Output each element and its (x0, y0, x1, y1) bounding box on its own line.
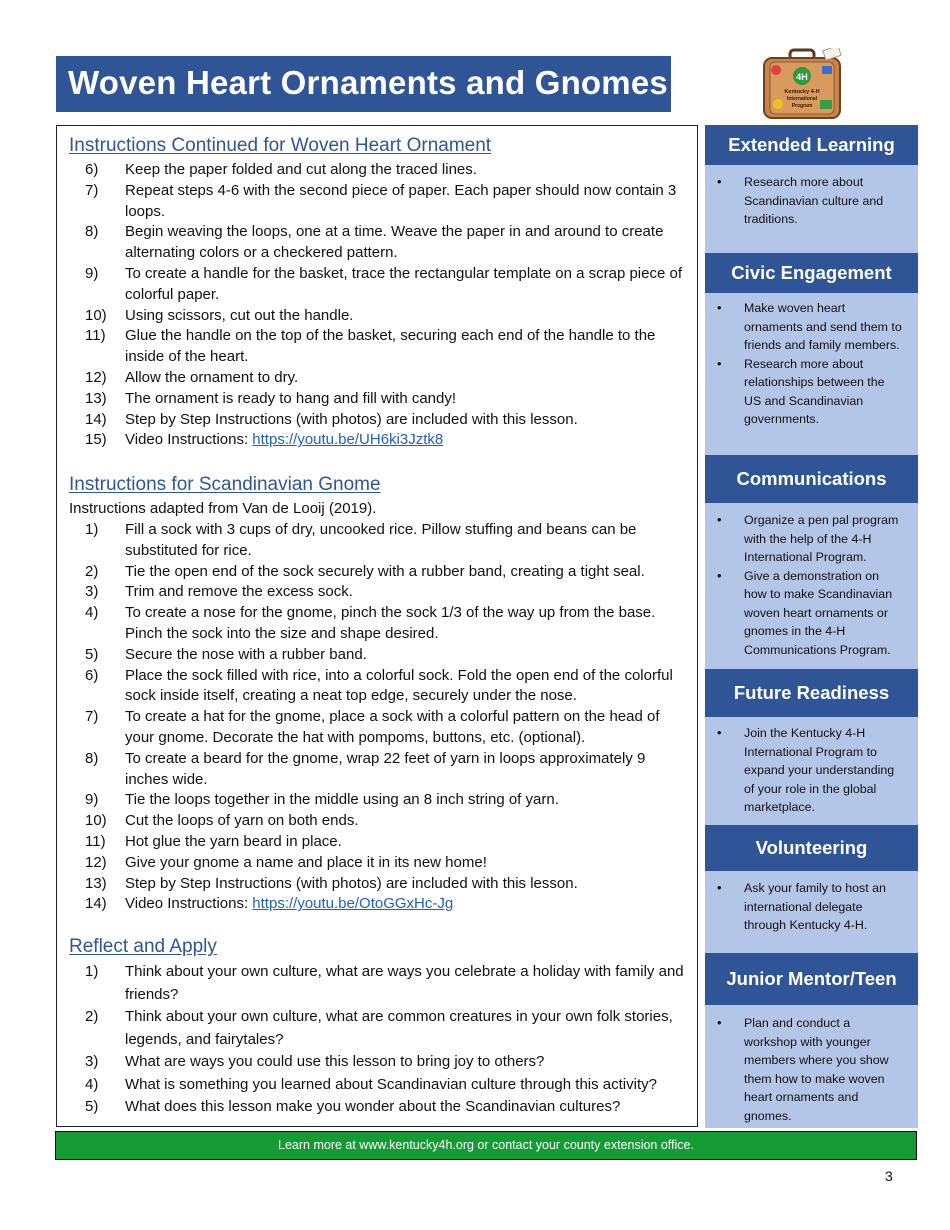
list-item (69, 368, 687, 389)
step-number: 2) (85, 1008, 99, 1026)
step-number: 14) (85, 410, 107, 428)
list-item (69, 520, 687, 562)
step-number: 5) (85, 645, 99, 663)
step-number: 10) (85, 812, 107, 830)
badge-line-1: Kentucky 4-H (784, 89, 820, 95)
list-item (69, 306, 687, 327)
list-item (69, 790, 687, 811)
sidebar-heading: Civic Engagement (705, 253, 918, 293)
step-number: 4) (85, 1075, 99, 1093)
step-text: To create a nose for the gnome, pinch the sock 1/3 of the way up from the base. Pinch the sock into the size and shape desired. (125, 604, 656, 642)
sidebar-list (705, 1005, 918, 1128)
step-number: 4) (85, 604, 99, 622)
page-number: 3 (885, 1168, 893, 1184)
step-text: Allow the ornament to dry. (125, 368, 299, 386)
list-item (69, 1074, 687, 1097)
clover-text: 4H (796, 72, 808, 82)
gnome-video-step (69, 894, 687, 915)
sidebar-list (705, 293, 918, 455)
page-title: Woven Heart Ornaments and Gnomes (68, 64, 668, 101)
heart-video-list (69, 430, 687, 451)
step-text: Step by Step Instructions (with photos) are included with this lesson. (125, 874, 578, 892)
sidebar-list-item: • Research more about Scandinavian culture and traditions. (705, 173, 918, 229)
list-item (69, 1051, 687, 1074)
step-text: Using scissors, cut out the handle. (125, 306, 354, 324)
list-item (69, 582, 687, 603)
step-number: 8) (85, 749, 99, 767)
list-item (69, 832, 687, 853)
sidebar-list-item: • Ask your family to host an international delegate through Kentucky 4-H. (705, 879, 918, 935)
list-item (69, 1006, 687, 1051)
heart-video-step (69, 430, 687, 451)
step-number: 6) (85, 161, 99, 178)
sidebar-list-item: • Join the Kentucky 4-H International Program to expand your understanding of your role in the global marketplace. (705, 724, 918, 817)
sidebar-list-item: • Organize a pen pal program with the help of the 4-H International Program. (705, 511, 918, 567)
step-number: 10) (85, 306, 107, 324)
list-item (69, 666, 687, 708)
step-text: Glue the handle on the top of the basket, securing each end of the handle to the inside of the heart. (125, 327, 656, 366)
step-number: 8) (85, 223, 99, 241)
list-item (69, 389, 687, 410)
step-number: 7) (85, 181, 99, 199)
sidebar-list-item: • Plan and conduct a workshop with younger members where you show them how to make woven heart ornaments and gnomes. (705, 1014, 918, 1125)
badge-line-2: International (786, 96, 818, 102)
list-item (69, 264, 687, 306)
step-text: Secure the nose with a rubber band. (125, 645, 367, 663)
list-item (69, 410, 687, 431)
step-number: 2) (85, 562, 99, 580)
step-number: 13) (85, 874, 107, 892)
step-number: 6) (85, 666, 99, 684)
gnome-video-link[interactable]: https://youtu.be/OtoGGxHc-Jg (252, 895, 454, 913)
step-number: 12) (85, 368, 107, 386)
step-number: 1) (85, 963, 99, 981)
step-number: 9) (85, 791, 99, 809)
step-text: Think about your own culture, what are common creatures in your own folk stories, legends, and fairytales? (125, 1008, 673, 1048)
sidebar-heading: Extended Learning (705, 125, 918, 165)
step-text: Begin weaving the loops, one at a time. Weave the paper in and around to create alternating colors or a checkered pattern. (125, 223, 664, 262)
suitcase-logo (760, 48, 844, 122)
step-text: Repeat steps 4-6 with the second piece of paper. Each paper should now contain 3 loops. (125, 181, 677, 220)
footer-text: Learn more at www.kentucky4h.org or contact your county extension office. (278, 1138, 694, 1152)
sidebar-list (705, 503, 918, 669)
step-number: 14) (85, 895, 107, 913)
instructions-panel (56, 125, 698, 1127)
step-text: What is something you learned about Scandinavian culture through this activity? (125, 1075, 657, 1093)
sidebar-heading: Junior Mentor/Teen (705, 953, 918, 1005)
step-text: Hot glue the yarn beard in place. (125, 832, 342, 850)
step-number: 11) (85, 832, 106, 850)
list-item (69, 603, 687, 645)
gnome-steps-list (69, 520, 687, 894)
sidebar-heading: Volunteering (705, 825, 918, 871)
list-item (69, 562, 687, 583)
step-text: Tie the open end of the sock securely with a rubber band, creating a tight seal. (125, 562, 645, 580)
list-item (69, 961, 687, 1006)
step-text: Step by Step Instructions (with photos) are included with this lesson. (125, 410, 578, 428)
step-number: 13) (85, 389, 107, 407)
step-text: To create a handle for the basket, trace the rectangular template on a scrap piece of colorful paper. (125, 264, 682, 303)
step-text: What are ways you could use this lesson to bring joy to others? (125, 1053, 545, 1071)
step-text: Think about your own culture, what are ways you celebrate a holiday with family and friends? (125, 963, 684, 1003)
footer-banner (55, 1131, 917, 1160)
step-text: The ornament is ready to hang and fill with candy! (125, 389, 457, 407)
step-number: 5) (85, 1098, 99, 1116)
step-text: To create a hat for the gnome, place a sock with a colorful pattern on the head of your gnome. Decorate the hat with pompoms, buttons, etc. (optional). (125, 708, 660, 746)
list-item (69, 645, 687, 666)
step-text: Fill a sock with 3 cups of dry, uncooked rice. Pillow stuffing and beans can be substituted for rice. (125, 520, 637, 559)
step-number: 11) (85, 327, 106, 345)
list-item (69, 874, 687, 895)
video-label: Video Instructions: (125, 895, 253, 913)
sidebar-list (705, 717, 918, 825)
sidebar-list-item: • Make woven heart ornaments and send them to friends and family members. (705, 299, 918, 355)
step-text: Trim and remove the excess sock. (125, 583, 353, 601)
heart-steps-list (69, 160, 687, 430)
list-item (69, 326, 687, 368)
step-number: 15) (85, 431, 107, 449)
page-title-bar (56, 56, 671, 112)
sidebar-list-item: • Research more about relationships between the US and Scandinavian governments. (705, 355, 918, 429)
step-text: Tie the loops together in the middle using an 8 inch string of yarn. (125, 791, 559, 809)
step-number: 7) (85, 708, 99, 726)
step-number: 1) (85, 520, 99, 538)
sidebar-heading: Future Readiness (705, 669, 918, 717)
list-item (69, 160, 687, 181)
sidebar-heading: Communications (705, 455, 918, 503)
gnome-intro: Instructions adapted from Van de Looij (2019). (69, 500, 377, 518)
video-label: Video Instructions: (125, 431, 253, 449)
gnome-instructions-heading: Instructions for Scandinavian Gnome (69, 474, 381, 496)
step-text: To create a beard for the gnome, wrap 22 feet of yarn in loops approximately 9 inches wide. (125, 749, 646, 788)
gnome-video-list (69, 894, 687, 915)
list-item (69, 749, 687, 791)
step-number: 12) (85, 853, 107, 871)
step-text: What does this lesson make you wonder about the Scandinavian cultures? (125, 1098, 621, 1116)
step-text: Place the sock filled with rice, into a colorful sock. Fold the open end of the colorful sock inside itself, creating a neat top edge, securely under the nose. (125, 666, 673, 705)
step-text: Keep the paper folded and cut along the traced lines. (125, 161, 477, 178)
list-item (69, 1096, 687, 1119)
step-text: Cut the loops of yarn on both ends. (125, 812, 359, 830)
activity-sidebar (705, 125, 918, 1128)
list-item (69, 222, 687, 264)
list-item (69, 811, 687, 832)
list-item (69, 707, 687, 749)
list-item (69, 181, 687, 223)
reflect-heading: Reflect and Apply (69, 936, 217, 958)
heart-video-link[interactable]: https://youtu.be/UH6ki3Jztk8 (252, 431, 444, 449)
badge-line-3: Program (791, 103, 813, 109)
reflect-steps-list (69, 961, 687, 1119)
step-number: 9) (85, 264, 99, 282)
step-number: 3) (85, 1053, 99, 1071)
sidebar-list (705, 871, 918, 953)
step-number: 3) (85, 583, 99, 601)
list-item (69, 853, 687, 874)
sidebar-list (705, 165, 918, 253)
sidebar-list-item: • Give a demonstration on how to make Scandinavian woven heart ornaments or gnomes in the 4-H Communications Program. (705, 567, 918, 660)
step-text: Give your gnome a name and place it in its new home! (125, 853, 487, 871)
heart-instructions-heading: Instructions Continued for Woven Heart Ornament (69, 135, 492, 156)
